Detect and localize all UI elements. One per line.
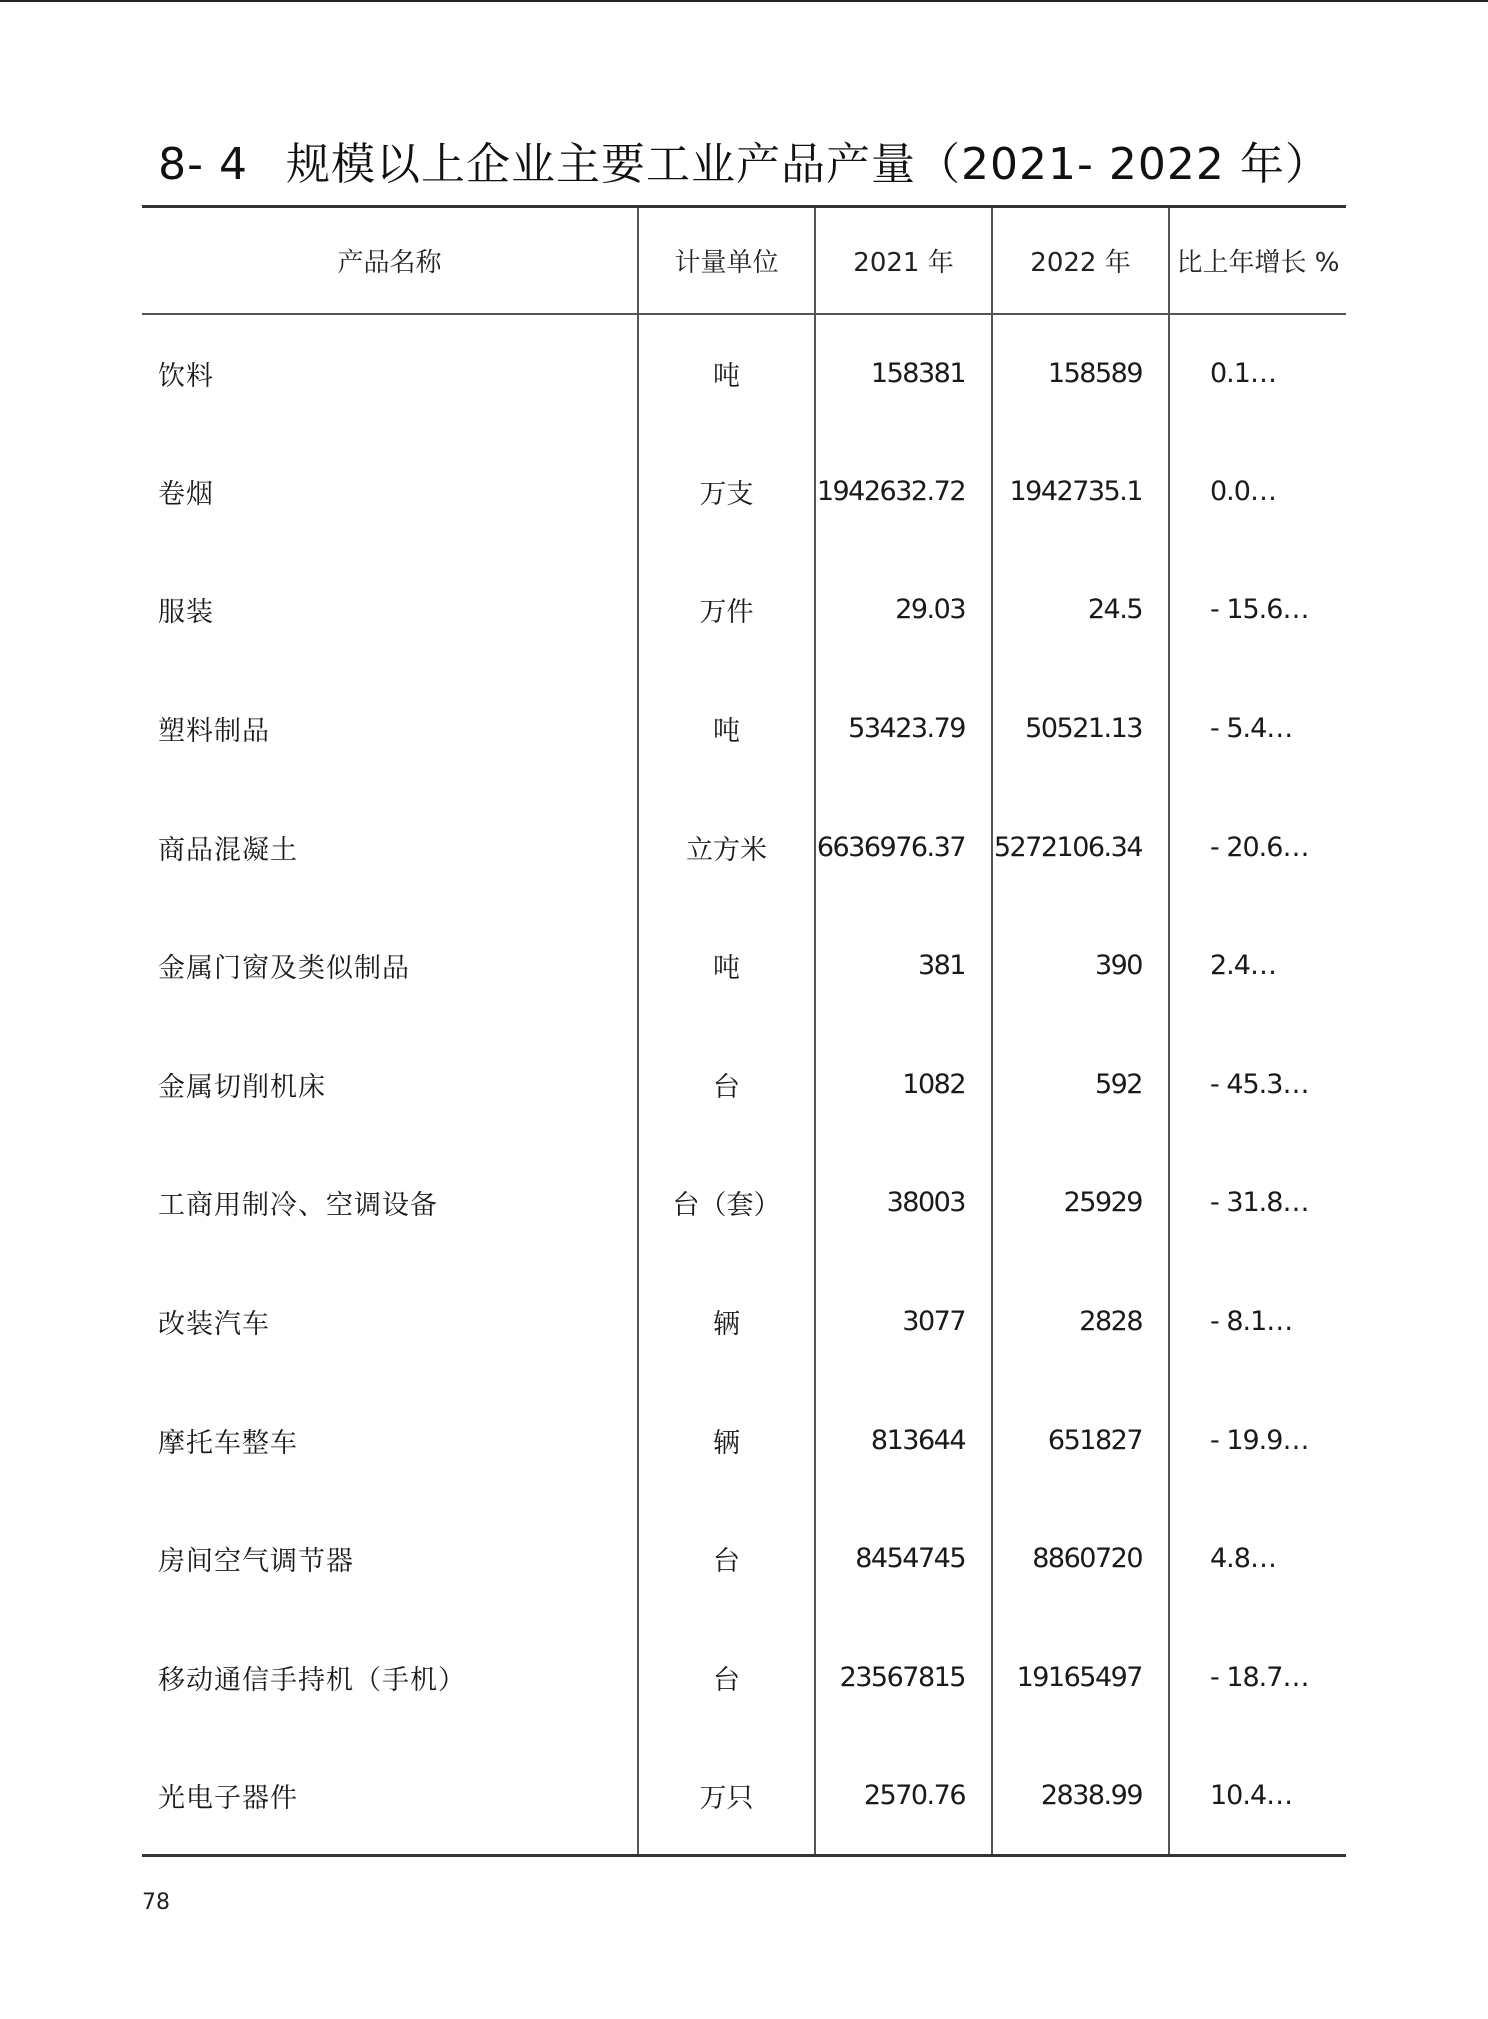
unit-cell: 辆 — [638, 1262, 815, 1381]
growth-cell: 4.8… — [1169, 1499, 1346, 1618]
value-2022-cell: 5272106.34 — [992, 788, 1169, 907]
product-name-cell: 金属门窗及类似制品 — [158, 953, 410, 985]
product-name-cell: 商品混凝土 — [158, 834, 298, 866]
value-2022-cell: 24.5 — [992, 551, 1169, 670]
growth-cell: - 8.1… — [1169, 1262, 1346, 1381]
table-row — [142, 906, 1346, 1025]
value-2022-cell: 592 — [992, 1025, 1169, 1144]
value-2021-cell: 38003 — [815, 1144, 992, 1263]
value-2022-cell: 2828 — [992, 1262, 1169, 1381]
table-title-text: 规模以上企业主要工业产品产量（2021- 2022 年） — [286, 139, 1330, 190]
growth-cell: - 45.3… — [1169, 1025, 1346, 1144]
value-2022-cell: 8860720 — [992, 1499, 1169, 1618]
unit-cell: 万只 — [638, 1737, 815, 1856]
table-body — [142, 314, 1346, 1856]
growth-cell: 0.1… — [1169, 314, 1346, 433]
value-2021-cell: 1082 — [815, 1025, 992, 1144]
value-2021-cell: 6636976.37 — [815, 788, 992, 907]
value-2022-cell: 158589 — [992, 314, 1169, 433]
growth-cell: 2.4… — [1169, 906, 1346, 1025]
unit-cell: 台 — [638, 1618, 815, 1737]
growth-cell: - 19.9… — [1169, 1381, 1346, 1500]
table-row — [142, 432, 1346, 551]
unit-cell: 台（套） — [638, 1144, 815, 1263]
unit-cell: 辆 — [638, 1381, 815, 1500]
table-row — [142, 1499, 1346, 1618]
table-row — [142, 1262, 1346, 1381]
value-2022-cell: 651827 — [992, 1381, 1169, 1500]
product-name-cell: 房间空气调节器 — [158, 1546, 354, 1578]
product-name-cell: 移动通信手持机（手机） — [158, 1664, 466, 1696]
table-row — [142, 551, 1346, 670]
value-2022-cell: 2838.99 — [992, 1737, 1169, 1856]
production-table — [142, 205, 1346, 1857]
table-row — [142, 314, 1346, 433]
table-number: 8- 4 — [158, 139, 249, 190]
table-row — [142, 1381, 1346, 1500]
product-name-cell: 改装汽车 — [158, 1309, 270, 1341]
value-2022-cell: 25929 — [992, 1144, 1169, 1263]
page-number: 78 — [142, 1890, 170, 1915]
unit-cell: 万件 — [638, 551, 815, 670]
value-2021-cell: 23567815 — [815, 1618, 992, 1737]
top-border — [0, 0, 1488, 2]
value-2021-cell: 158381 — [815, 314, 992, 433]
unit-cell: 台 — [638, 1025, 815, 1144]
table-row — [142, 1618, 1346, 1737]
growth-cell: - 15.6… — [1169, 551, 1346, 670]
value-2021-cell: 2570.76 — [815, 1737, 992, 1856]
unit-cell: 吨 — [638, 314, 815, 433]
unit-cell: 吨 — [638, 906, 815, 1025]
value-2021-cell: 1942632.72 — [815, 432, 992, 551]
value-2021-cell: 53423.79 — [815, 669, 992, 788]
value-2022-cell: 1942735.1 — [992, 432, 1169, 551]
header-growth: 比上年增长 % — [1169, 207, 1346, 314]
value-2022-cell: 390 — [992, 906, 1169, 1025]
unit-cell: 立方米 — [638, 788, 815, 907]
product-name-cell: 摩托车整车 — [158, 1427, 298, 1459]
unit-cell: 万支 — [638, 432, 815, 551]
unit-cell: 吨 — [638, 669, 815, 788]
header-product-name: 产品名称 — [142, 207, 638, 314]
value-2022-cell: 19165497 — [992, 1618, 1169, 1737]
value-2021-cell: 8454745 — [815, 1499, 992, 1618]
table-header-row — [142, 207, 1346, 314]
growth-cell: - 18.7… — [1169, 1618, 1346, 1737]
table-row — [142, 1025, 1346, 1144]
header-unit: 计量单位 — [638, 207, 815, 314]
header-2022: 2022 年 — [992, 207, 1169, 314]
value-2021-cell: 29.03 — [815, 551, 992, 670]
table-row — [142, 1144, 1346, 1263]
growth-cell: 0.0… — [1169, 432, 1346, 551]
growth-cell: - 5.4… — [1169, 669, 1346, 788]
product-name-cell: 塑料制品 — [158, 716, 270, 748]
product-name-cell: 光电子器件 — [142, 1737, 638, 1856]
value-2022-cell: 50521.13 — [992, 669, 1169, 788]
product-name-cell: 服装 — [158, 597, 214, 629]
value-2021-cell: 381 — [815, 906, 992, 1025]
growth-cell: - 31.8… — [1169, 1144, 1346, 1263]
table-row — [142, 669, 1346, 788]
header-2021: 2021 年 — [815, 207, 992, 314]
product-name-cell: 工商用制冷、空调设备 — [158, 1190, 438, 1222]
table-row — [142, 788, 1346, 907]
value-2021-cell: 813644 — [815, 1381, 992, 1500]
table-row — [142, 1737, 1346, 1856]
unit-cell: 台 — [638, 1499, 815, 1618]
growth-cell: - 20.6… — [1169, 788, 1346, 907]
product-name-cell: 金属切削机床 — [158, 1071, 326, 1103]
value-2021-cell: 3077 — [815, 1262, 992, 1381]
page-title — [0, 128, 1488, 192]
product-name-cell: 卷烟 — [158, 478, 214, 510]
growth-cell: 10.4… — [1169, 1737, 1346, 1856]
product-name-cell: 饮料 — [158, 360, 214, 392]
